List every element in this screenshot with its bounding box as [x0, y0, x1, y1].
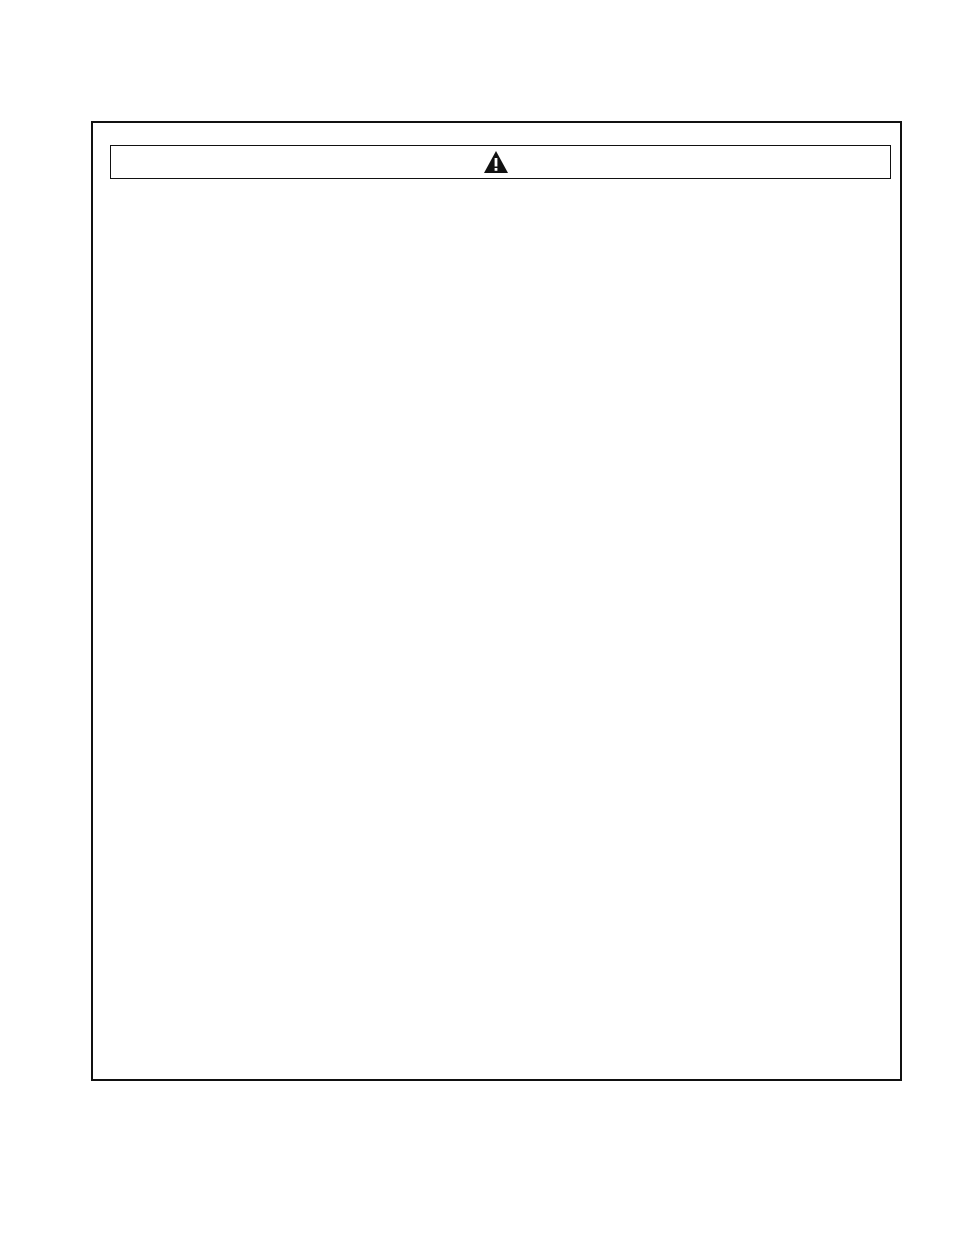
warning-triangle-icon	[483, 150, 509, 174]
warning-banner	[110, 145, 891, 179]
safety-box	[91, 121, 902, 1081]
